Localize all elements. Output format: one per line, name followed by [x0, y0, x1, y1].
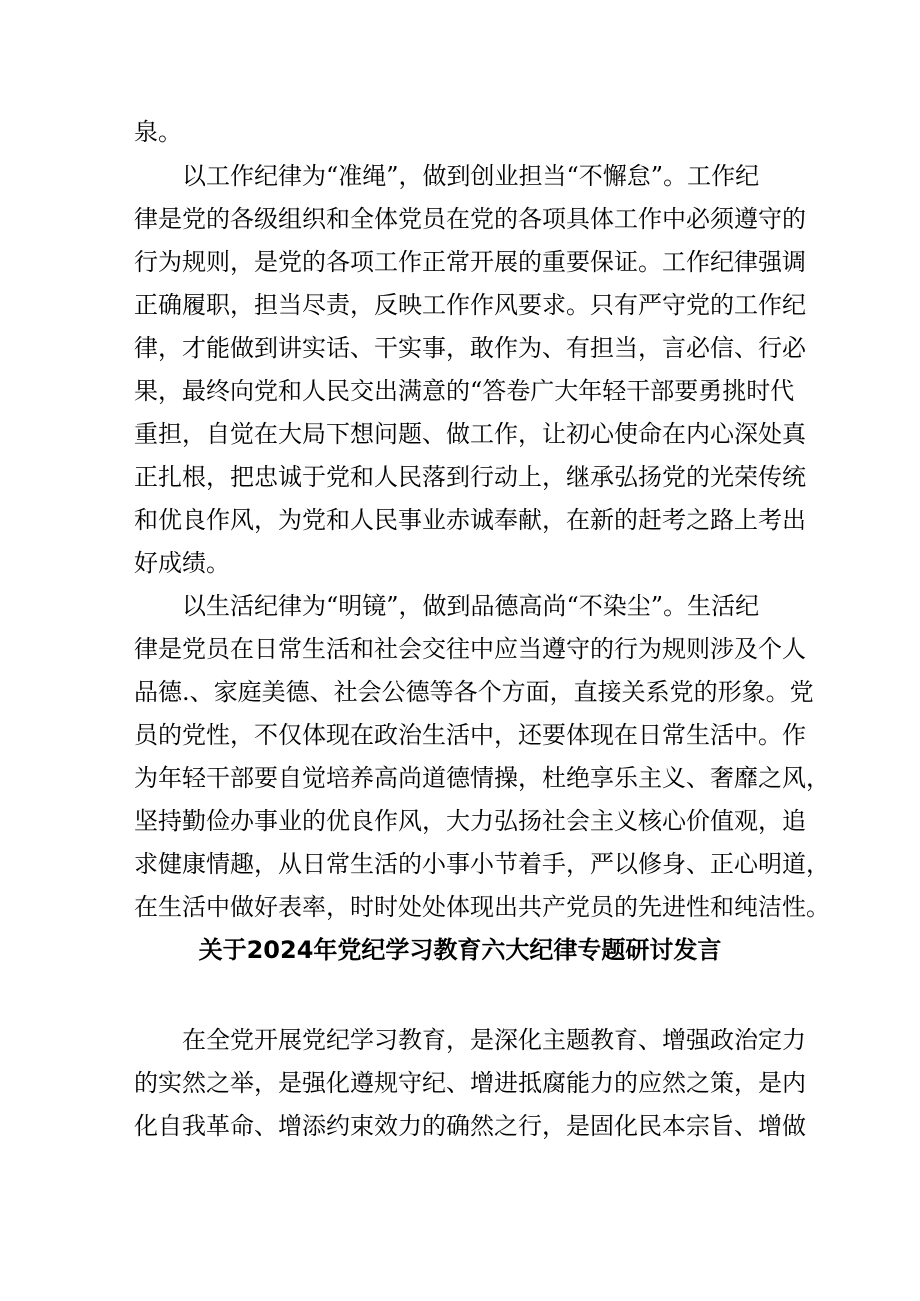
- paragraph-line: 品德.、家庭美德、社会公德等各个方面，直接关系党的形象。党: [134, 678, 814, 706]
- section-heading: 关于2024年党纪学习教育六大纪律专题研讨发言: [198, 936, 722, 964]
- paragraph-line: 正扎根，把忠诚于党和人民落到行动上，继承弘扬党的光荣传统: [134, 463, 806, 491]
- paragraph-line: 泉。: [134, 118, 182, 146]
- paragraph-line: 员的党性，不仅体现在政治生活中，还要体现在日常生活中。作: [134, 721, 806, 749]
- paragraph-line: 在全党开展党纪学习教育，是深化主题教育、增强政治定力: [182, 1026, 806, 1054]
- paragraph-line: 律是党员在日常生活和社会交往中应当遵守的行为规则涉及个人: [134, 635, 806, 663]
- paragraph-line: 行为规则，是党的各项工作正常开展的重要保证。工作纪律强调: [134, 248, 806, 276]
- paragraph-line: 正确履职，担当尽责，反映工作作风要求。只有严守党的工作纪: [134, 291, 806, 319]
- paragraph-line: 为年轻干部要自觉培养高尚道德情操，杜绝享乐主义、奢靡之风，: [134, 764, 830, 792]
- paragraph-line: 在生活中做好表率，时时处处体现出共产党员的先进性和纯洁性。: [134, 893, 830, 921]
- paragraph-line: 以生活纪律为“明镜”，做到品德高尚“不染尘”。生活纪: [182, 592, 760, 620]
- paragraph-line: 重担，自觉在大局下想问题、做工作，让初心使命在内心深处真: [134, 420, 806, 448]
- paragraph-line: 果，最终向党和人民交出满意的“答卷广大年轻干部要勇挑时代: [134, 377, 795, 405]
- paragraph-line: 好成绩。: [134, 549, 230, 577]
- paragraph-line: 和优良作风，为党和人民事业赤诚奉献，在新的赶考之路上考出: [134, 506, 806, 534]
- paragraph-line: 以工作纪律为“准绳”，做到创业担当“不懈怠”。工作纪: [182, 162, 760, 190]
- paragraph-line: 坚持勤俭办事业的优良作风，大力弘扬社会主义核心价值观，追: [134, 807, 806, 835]
- paragraph-line: 的实然之举，是强化遵规守纪、增进抵腐能力的应然之策，是内: [134, 1069, 806, 1097]
- paragraph-line: 求健康情趣，从日常生活的小事小节着手，严以修身、正心明道，: [134, 850, 830, 878]
- paragraph-line: 律，才能做到讲实话、干实事，敢作为、有担当，言必信、行必: [134, 334, 806, 362]
- paragraph-line: 律是党的各级组织和全体党员在党的各项具体工作中必须遵守的: [134, 205, 806, 233]
- paragraph-line: 化自我革命、增添约束效力的确然之行，是固化民本宗旨、增做: [134, 1112, 806, 1140]
